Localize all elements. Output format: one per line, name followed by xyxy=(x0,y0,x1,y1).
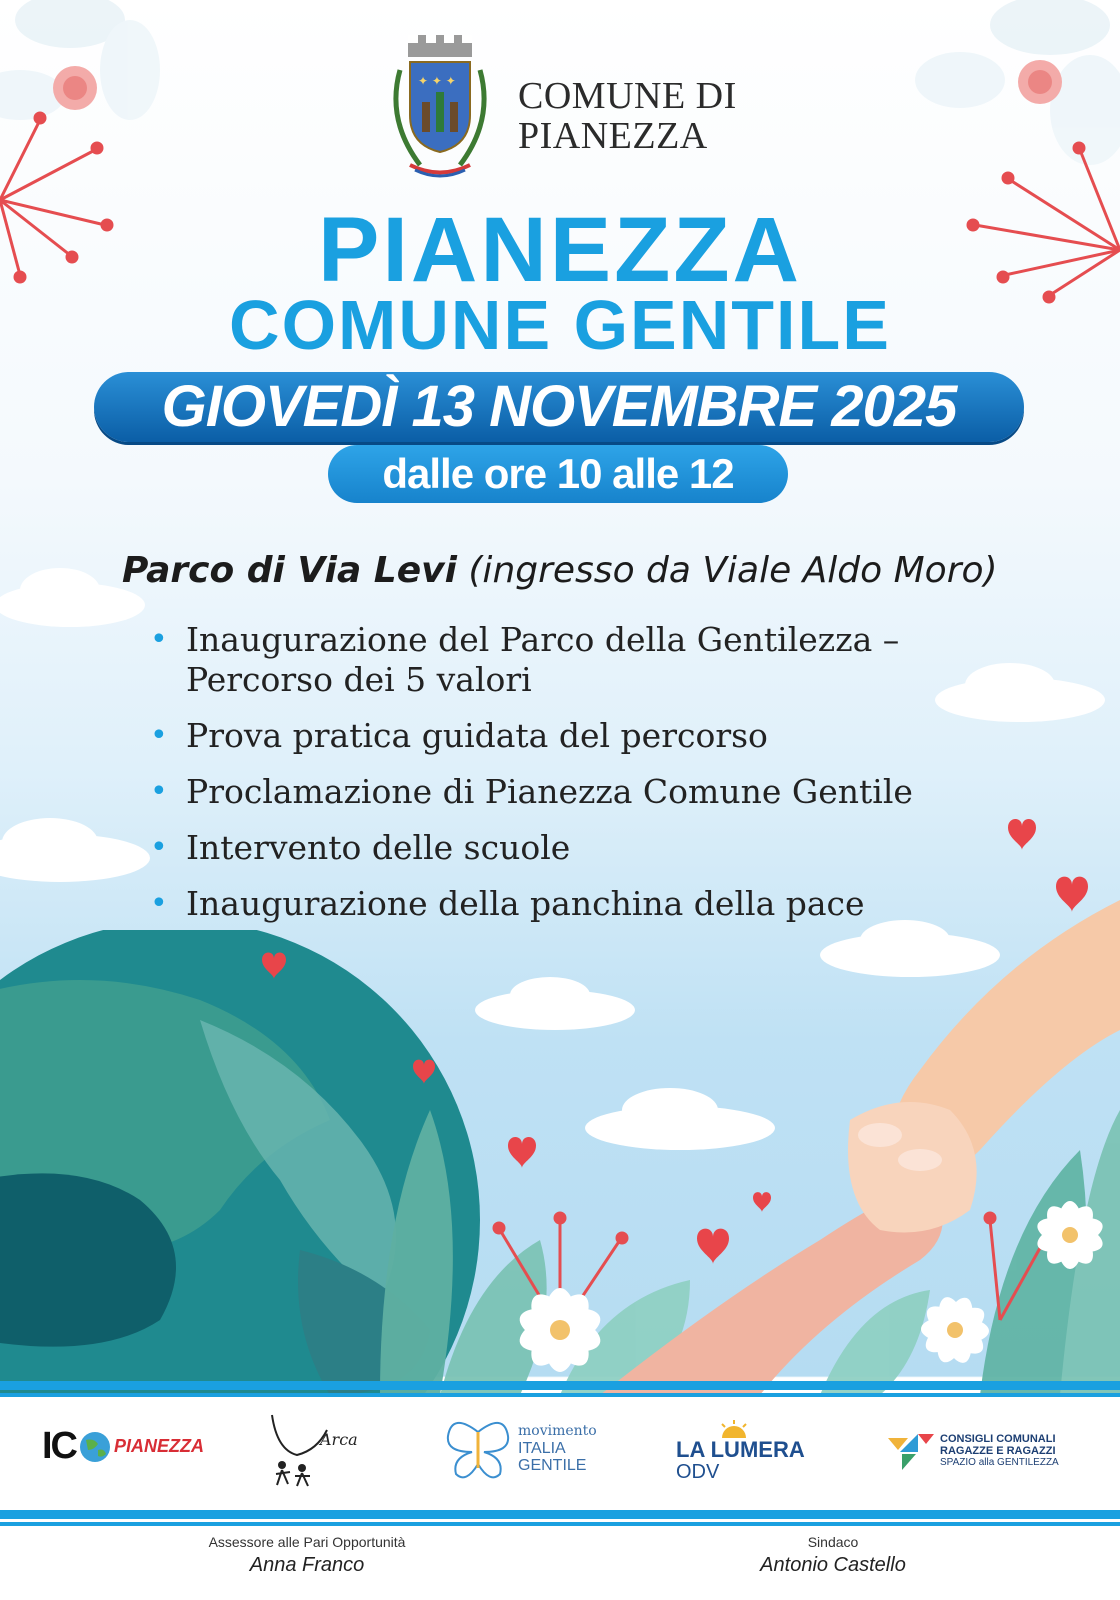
event-date: GIOVEDÌ 13 NOVEMBRE 2025 xyxy=(161,374,957,439)
consigli-line-3: SPAZIO alla GENTILEZZA xyxy=(940,1457,1059,1468)
program-item xyxy=(150,620,1010,700)
signature-right-name: Antonio Castello xyxy=(760,1554,906,1576)
movimento-text xyxy=(518,1423,597,1474)
event-location xyxy=(122,550,998,591)
consigli-line-2: RAGAZZE E RAGAZZI xyxy=(940,1445,1056,1457)
consigli-text xyxy=(940,1433,1059,1469)
consigli-line-1: CONSIGLI COMUNALI xyxy=(940,1433,1056,1445)
partner-logo-la-lumera xyxy=(676,1420,805,1482)
lumera-line-2: ODV xyxy=(676,1461,720,1483)
coat-of-arms-logo xyxy=(380,30,500,185)
corner-flower-top-right xyxy=(915,0,1120,165)
main-title: PIANEZZA xyxy=(318,199,802,301)
program-item: • Prova pratica guidata del percorso xyxy=(150,716,1010,756)
movimento-line-2: ITALIA xyxy=(518,1439,566,1457)
signature-right-role: Sindaco xyxy=(807,1534,859,1550)
signature-left-role: Assessore alle Pari Opportunità xyxy=(208,1534,406,1550)
svg-text:✦ ✦ ✦: ✦ ✦ ✦ xyxy=(418,74,456,88)
location-note: (ingresso da Viale Aldo Moro) xyxy=(468,550,998,591)
footer-bottom-band-thin xyxy=(0,1522,1120,1526)
tangram-icon xyxy=(888,1430,936,1472)
event-time: dalle ore 10 alle 12 xyxy=(382,450,734,497)
corner-flower-top-left xyxy=(0,0,160,120)
municipality-line-2: PIANEZZA xyxy=(518,115,708,157)
program-item: • Intervento delle scuole xyxy=(150,828,1010,868)
movimento-line-3: GENTILE xyxy=(518,1456,587,1474)
footer-top-band-thin xyxy=(0,1393,1120,1397)
program-list xyxy=(150,620,1010,940)
footer-bottom-band xyxy=(0,1510,1120,1519)
program-item: • Inaugurazione della panchina della pace xyxy=(150,884,1010,924)
program-item: • Proclamazione di Pianezza Comune Gentile xyxy=(150,772,1010,812)
municipality-line-1: COMUNE DI xyxy=(518,75,737,117)
arca-name: Arca xyxy=(320,1429,358,1449)
footer-top-band xyxy=(0,1381,1120,1390)
globe-icon xyxy=(78,1430,112,1464)
lumera-line-1: LA LUMERA xyxy=(676,1437,805,1462)
main-subtitle: COMUNE GENTILE xyxy=(229,286,891,364)
butterfly-icon xyxy=(442,1412,514,1484)
signature-left-name: Anna Franco xyxy=(249,1554,365,1576)
partner-logo-arca xyxy=(262,1410,358,1490)
movimento-line-1: movimento xyxy=(518,1422,597,1439)
municipality-name xyxy=(518,76,737,156)
ic-prefix: IC xyxy=(42,1425,76,1467)
program-item-line: Inaugurazione del Parco della Gentilezza – xyxy=(186,620,900,659)
signature-left xyxy=(157,1534,457,1577)
partner-logo-consigli-comunali xyxy=(888,1430,1059,1472)
arca-figures-icon xyxy=(262,1410,332,1490)
signature-right xyxy=(683,1534,983,1577)
partner-logo-ic-pianezza xyxy=(42,1425,204,1468)
sun-icon xyxy=(714,1420,754,1438)
location-name: Parco di Via Levi xyxy=(122,550,457,591)
partner-logo-movimento-italia-gentile xyxy=(442,1412,597,1484)
ic-name: PIANEZZA xyxy=(114,1436,204,1456)
program-item-line-2: Percorso dei 5 valori xyxy=(186,660,532,699)
